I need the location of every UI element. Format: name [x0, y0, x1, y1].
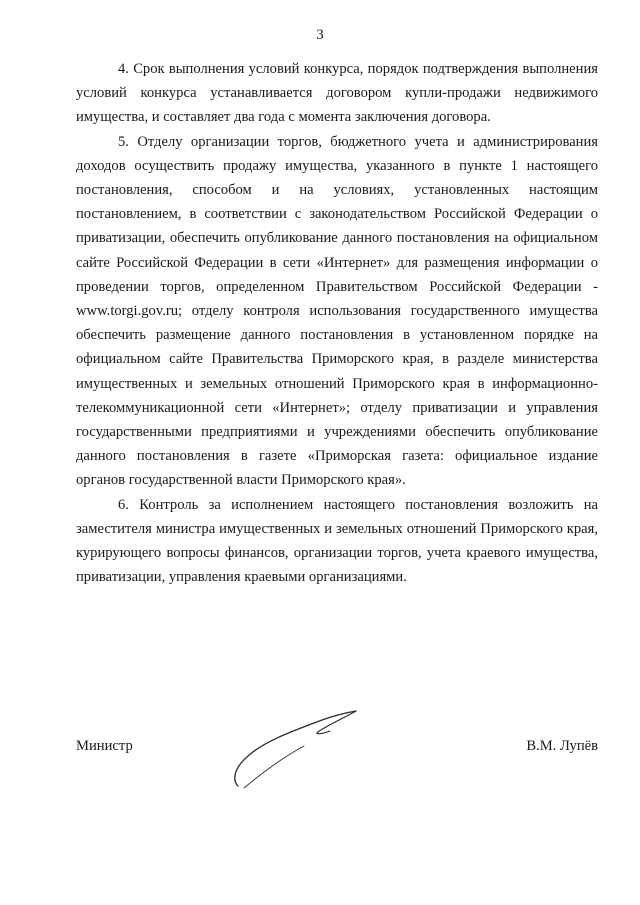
document-body — [76, 57, 598, 589]
signature-block — [76, 738, 598, 798]
signer-name: В.М. Лупёв — [526, 738, 598, 754]
paragraph-item-6: 6. Контроль за исполнением настоящего постановления возложить на заместителя министра имущественных и земельных отношений Приморского края, курирующего вопросы финансов, организации торгов, учета краевого имущества, приватизации, управления краевыми организациями. — [76, 496, 598, 586]
paragraph-item-5: 5. Отделу организации торгов, бюджетного учета и администрирования доходов осуществить продажу имущества, указанного в пункте 1 настоящего постановления, способом и на условиях, установленных настоящим постановлением, в соответствии с законодательством Российской Федерации о приватизации, обеспечить опубликование данного постановления на официальном сайте Российской Федерации в сети «Интернет» для размещения информации о проведении торгов, определенном Правительством Российской Федерации - www.torgi.gov.ru; отделу контроля использования государственного имущества обеспечить размещение данного постановления в установленном порядке на официальном сайте Правительства Приморского края, в разделе министерства имущественных и земельных отношений Приморского края в информационно-телекоммуникационной сети «Интернет»; отделу приватизации и управления государственными предприятиями и учреждениями обеспечить опубликование данного постановления в газете «Приморская газета: официальное издание органов государственной власти Приморского края». — [76, 133, 598, 489]
signer-title: Министр — [76, 738, 133, 754]
handwritten-signature — [226, 708, 376, 793]
paragraph-item-4: 4. Срок выполнения условий конкурса, порядок подтверждения выполнения условий конкурса устанавливается договором купли-продажи недвижимого имущества, и составляет два года с момента заключения договора. — [76, 61, 598, 126]
page-number: 3 — [316, 27, 324, 43]
